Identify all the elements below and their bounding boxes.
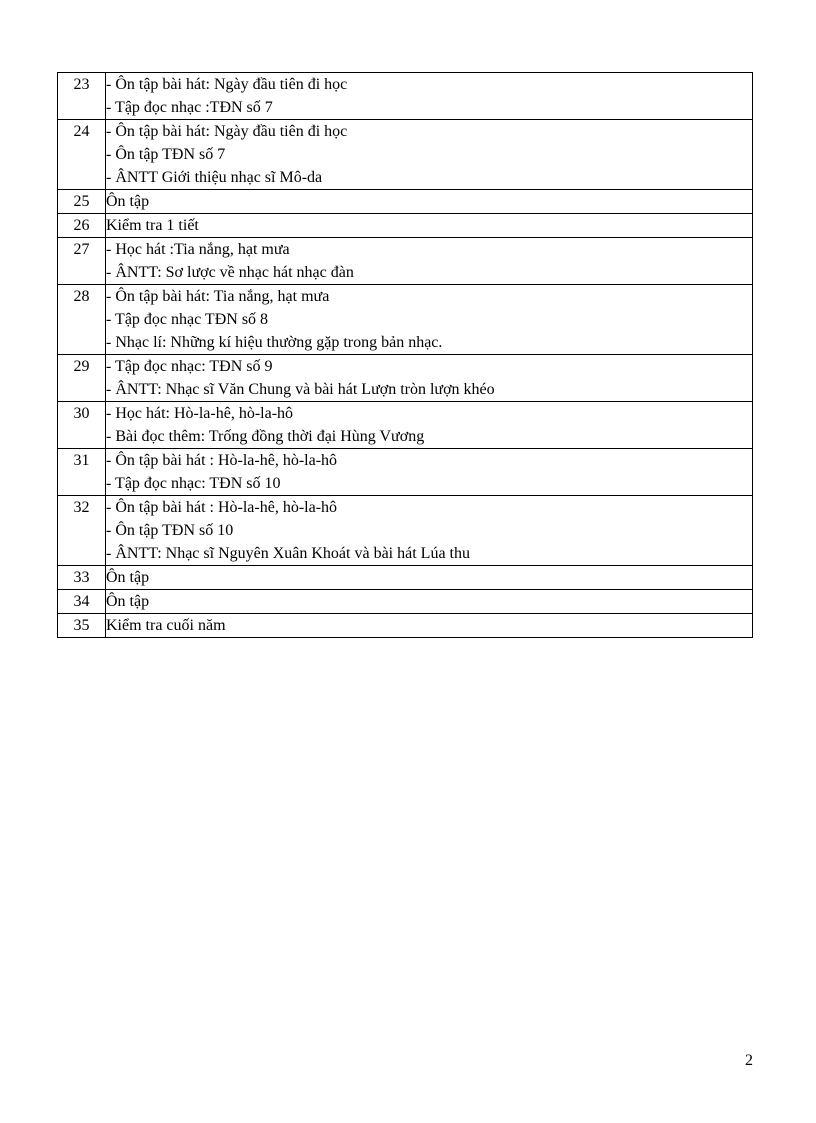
lesson-content-line: - Tập đọc nhạc :TĐN số 7 bbox=[106, 99, 273, 116]
page-number: 2 bbox=[745, 1052, 753, 1069]
table-row bbox=[58, 449, 753, 496]
table-row bbox=[58, 214, 753, 238]
lesson-content-cell bbox=[106, 214, 753, 238]
lesson-content-cell bbox=[106, 496, 753, 566]
lesson-number-cell: 27 bbox=[58, 238, 106, 285]
lesson-content-line: - Ôn tập bài hát : Hò-la-hê, hò-la-hô bbox=[106, 499, 338, 516]
table-row bbox=[58, 566, 753, 590]
table-row bbox=[58, 590, 753, 614]
lesson-content-cell bbox=[106, 285, 753, 355]
lesson-content-cell bbox=[106, 73, 753, 120]
lesson-number-cell: 25 bbox=[58, 190, 106, 214]
table-row bbox=[58, 355, 753, 402]
table-row bbox=[58, 190, 753, 214]
lesson-content-line: - Học hát: Hò-la-hê, hò-la-hô bbox=[106, 405, 294, 422]
lesson-content-line: - Tập đọc nhạc TĐN số 8 bbox=[106, 311, 269, 328]
lesson-content-line: - ÂNTT: Nhạc sĩ Nguyên Xuân Khoát và bài hát Lúa thu bbox=[106, 545, 470, 562]
lesson-content-cell bbox=[106, 590, 753, 614]
lesson-content-line: - Ôn tập bài hát: Tia nắng, hạt mưa bbox=[106, 288, 330, 305]
lesson-content-cell bbox=[106, 355, 753, 402]
lesson-number-cell: 33 bbox=[58, 566, 106, 590]
lesson-content-line: Kiểm tra cuối năm bbox=[106, 617, 226, 634]
lesson-number-cell: 31 bbox=[58, 449, 106, 496]
lesson-content-line: Ôn tập bbox=[106, 593, 150, 610]
lesson-content-cell bbox=[106, 614, 753, 638]
lesson-content-line: - ÂNTT: Sơ lược về nhạc hát nhạc đàn bbox=[106, 264, 354, 281]
lesson-content-line: - Bài đọc thêm: Trống đồng thời đại Hùng Vương bbox=[106, 428, 425, 445]
lesson-number-cell: 30 bbox=[58, 402, 106, 449]
table-row bbox=[58, 285, 753, 355]
lesson-number-cell: 35 bbox=[58, 614, 106, 638]
table-row bbox=[58, 402, 753, 449]
lesson-plan-table-body bbox=[58, 73, 753, 638]
lesson-number-cell: 34 bbox=[58, 590, 106, 614]
lesson-content-line: - Học hát :Tia nắng, hạt mưa bbox=[106, 241, 290, 258]
lesson-content-cell bbox=[106, 120, 753, 190]
lesson-content-line: Ôn tập bbox=[106, 193, 150, 210]
lesson-number-cell: 28 bbox=[58, 285, 106, 355]
lesson-number-cell: 24 bbox=[58, 120, 106, 190]
lesson-content-line: - Tập đọc nhạc: TĐN số 10 bbox=[106, 475, 281, 492]
table-row bbox=[58, 73, 753, 120]
lesson-content-cell bbox=[106, 190, 753, 214]
lesson-number-cell: 26 bbox=[58, 214, 106, 238]
table-row bbox=[58, 120, 753, 190]
lesson-content-cell bbox=[106, 449, 753, 496]
lesson-content-cell bbox=[106, 238, 753, 285]
lesson-content-line: Kiểm tra 1 tiết bbox=[106, 217, 199, 234]
lesson-content-line: - Nhạc lí: Những kí hiệu thường gặp trong bản nhạc. bbox=[106, 334, 443, 351]
lesson-content-line: - Ôn tập bài hát: Ngày đầu tiên đi học bbox=[106, 123, 348, 140]
lesson-content-line: - ÂNTT Giới thiệu nhạc sĩ Mô-da bbox=[106, 169, 323, 186]
lesson-number-cell: 29 bbox=[58, 355, 106, 402]
lesson-content-line: - Ôn tập TĐN số 7 bbox=[106, 146, 226, 163]
lesson-content-line: - Tập đọc nhạc: TĐN số 9 bbox=[106, 358, 273, 375]
table-row bbox=[58, 238, 753, 285]
lesson-number-cell: 32 bbox=[58, 496, 106, 566]
table-row bbox=[58, 496, 753, 566]
lesson-content-line: Ôn tập bbox=[106, 569, 150, 586]
lesson-plan-table bbox=[57, 72, 753, 638]
lesson-content-line: - Ôn tập bài hát: Ngày đầu tiên đi học bbox=[106, 76, 348, 93]
lesson-number-cell: 23 bbox=[58, 73, 106, 120]
lesson-content-line: - Ôn tập TĐN số 10 bbox=[106, 522, 234, 539]
table-row bbox=[58, 614, 753, 638]
lesson-content-line: - Ôn tập bài hát : Hò-la-hê, hò-la-hô bbox=[106, 452, 338, 469]
lesson-content-cell bbox=[106, 402, 753, 449]
lesson-content-line: - ÂNTT: Nhạc sĩ Văn Chung và bài hát Lượn tròn lượn khéo bbox=[106, 381, 495, 398]
lesson-content-cell bbox=[106, 566, 753, 590]
